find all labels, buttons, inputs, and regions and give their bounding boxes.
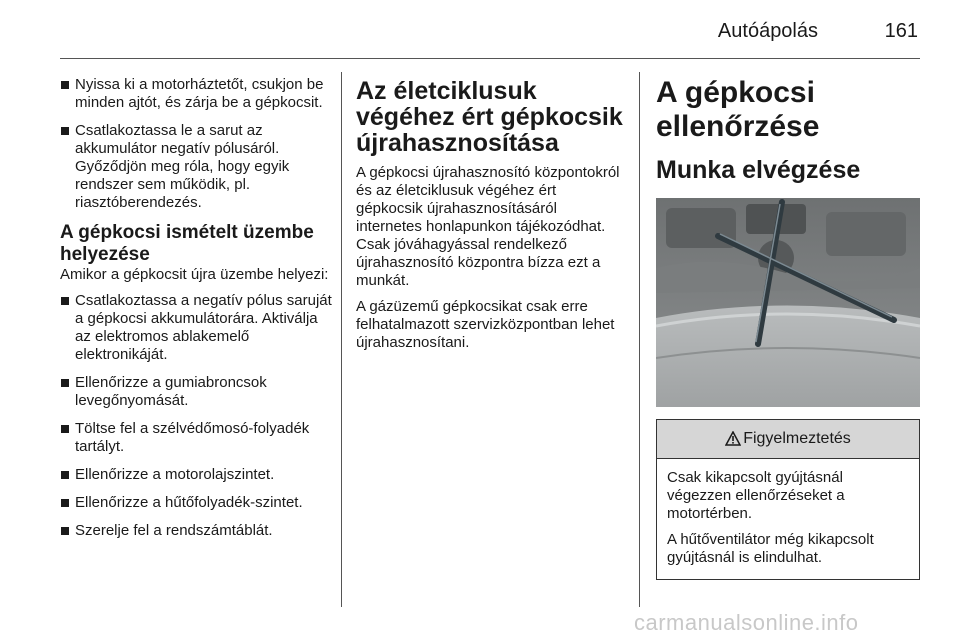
list-item: Ellenőrizze a motorolajszintet. [60, 466, 335, 484]
column-right [656, 76, 922, 580]
list-item: Szerelje fel a rendszámtáblát. [60, 522, 335, 540]
page-header [60, 0, 920, 59]
bullet-list-storage [60, 76, 335, 212]
subheading-recommissioning: A gépkocsi ismételt üzembe helyezése [60, 222, 314, 265]
list-item: Csatlakoztassa le a sarut az akkumulátor negatív pólusáról. Győződjön meg róla, hogy egyik rendszer sem működik, pl. riasztóberendezés. [60, 122, 335, 212]
column-divider [341, 72, 342, 607]
engine-bay-illustration [656, 198, 920, 407]
warning-title: Figyelmeztetés [743, 430, 851, 447]
warning-body [657, 459, 919, 579]
square-bullet-icon [61, 499, 69, 507]
column-left [60, 76, 335, 550]
list-item: Nyissa ki a motorháztetőt, csukjon be minden ajtót, és zárja be a gépkocsit. [60, 76, 335, 112]
intro-text: Amikor a gépkocsit újra üzembe helyezi: [60, 266, 329, 283]
heading-vehicle-checks: A gépkocsi ellenőrzése [656, 76, 820, 143]
column-middle [356, 78, 626, 360]
page-number: 161 [884, 20, 918, 42]
square-bullet-icon [61, 297, 69, 305]
recycling-paragraph: A gépkocsi újrahasznosító központokról és az életciklusuk végéhez ért gépkocsik újrahasznosításáról internetes honlapunkon tájékozódhat. Csak jóváhagyással rendelkező újrahasznosító központra bízza ezt a munkát. [356, 164, 620, 289]
square-bullet-icon [61, 379, 69, 387]
gas-vehicle-paragraph: A gázüzemű gépkocsikat csak erre felhatalmazott szervizközpontban lehet újrahasznosítani. [356, 298, 615, 351]
list-item: Töltse fel a szélvédőmosó-folyadék tartályt. [60, 420, 335, 456]
square-bullet-icon [61, 425, 69, 433]
subheading-performing-work: Munka elvégzése [656, 156, 861, 184]
square-bullet-icon [61, 81, 69, 89]
bullet-list-recommissioning [60, 292, 335, 540]
square-bullet-icon [61, 127, 69, 135]
warning-text: Csak kikapcsolt gyújtásnál végezzen ellenőrzéseket a motortérben. [667, 469, 845, 522]
engine-bay-photo [656, 198, 920, 407]
warning-title-bar [657, 420, 919, 459]
warning-box [656, 419, 920, 580]
list-item: Csatlakoztassa a negatív pólus saruját a gépkocsi akkumulátorára. Aktiválja az elektromos ablakemelő elektronikáját. [60, 292, 335, 364]
column-divider [639, 72, 640, 607]
square-bullet-icon [61, 527, 69, 535]
list-item: Ellenőrizze a gumiabroncsok levegőnyomását. [60, 374, 335, 410]
heading-recycling: Az életciklusuk végéhez ért gépkocsik újrahasznosítása [356, 77, 623, 157]
warning-triangle-icon [725, 423, 741, 461]
watermark: carmanualsonline.info [634, 610, 859, 635]
warning-text: A hűtőventilátor még kikapcsolt gyújtásnál is elindulhat. [667, 531, 874, 566]
section-title: Autóápolás [717, 20, 818, 42]
square-bullet-icon [61, 471, 69, 479]
list-item: Ellenőrizze a hűtőfolyadék-szintet. [60, 494, 335, 512]
